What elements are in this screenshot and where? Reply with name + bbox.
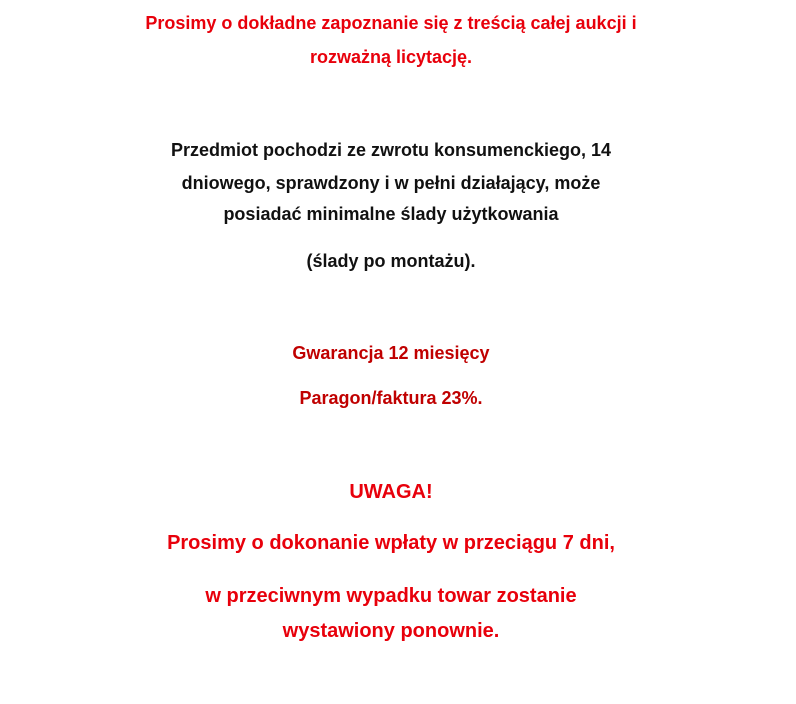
notice-line-1: Prosimy o dokonanie wpłaty w przeciągu 7 dni,	[167, 532, 615, 554]
description-line-4: (ślady po montażu).	[306, 251, 476, 271]
description-line-3: posiadać minimalne ślady użytkowania	[223, 204, 559, 224]
notice-line-3: wystawiony ponownie.	[282, 620, 500, 642]
warranty-line: Gwarancja 12 miesięcy	[292, 343, 490, 363]
invoice-line: Paragon/faktura 23%.	[299, 388, 483, 408]
notice-line-2: w przeciwnym wypadku towar zostanie	[205, 585, 577, 607]
intro-line-1: Prosimy o dokładne zapoznanie się z treścią całej aukcji i	[145, 13, 637, 33]
intro-line-2: rozważną licytację.	[309, 47, 473, 67]
notice-heading: UWAGA!	[349, 481, 433, 503]
description-line-2: dniowego, sprawdzony i w pełni działający, może	[181, 173, 601, 193]
description-line-1: Przedmiot pochodzi ze zwrotu konsumenckiego, 14	[170, 140, 612, 160]
